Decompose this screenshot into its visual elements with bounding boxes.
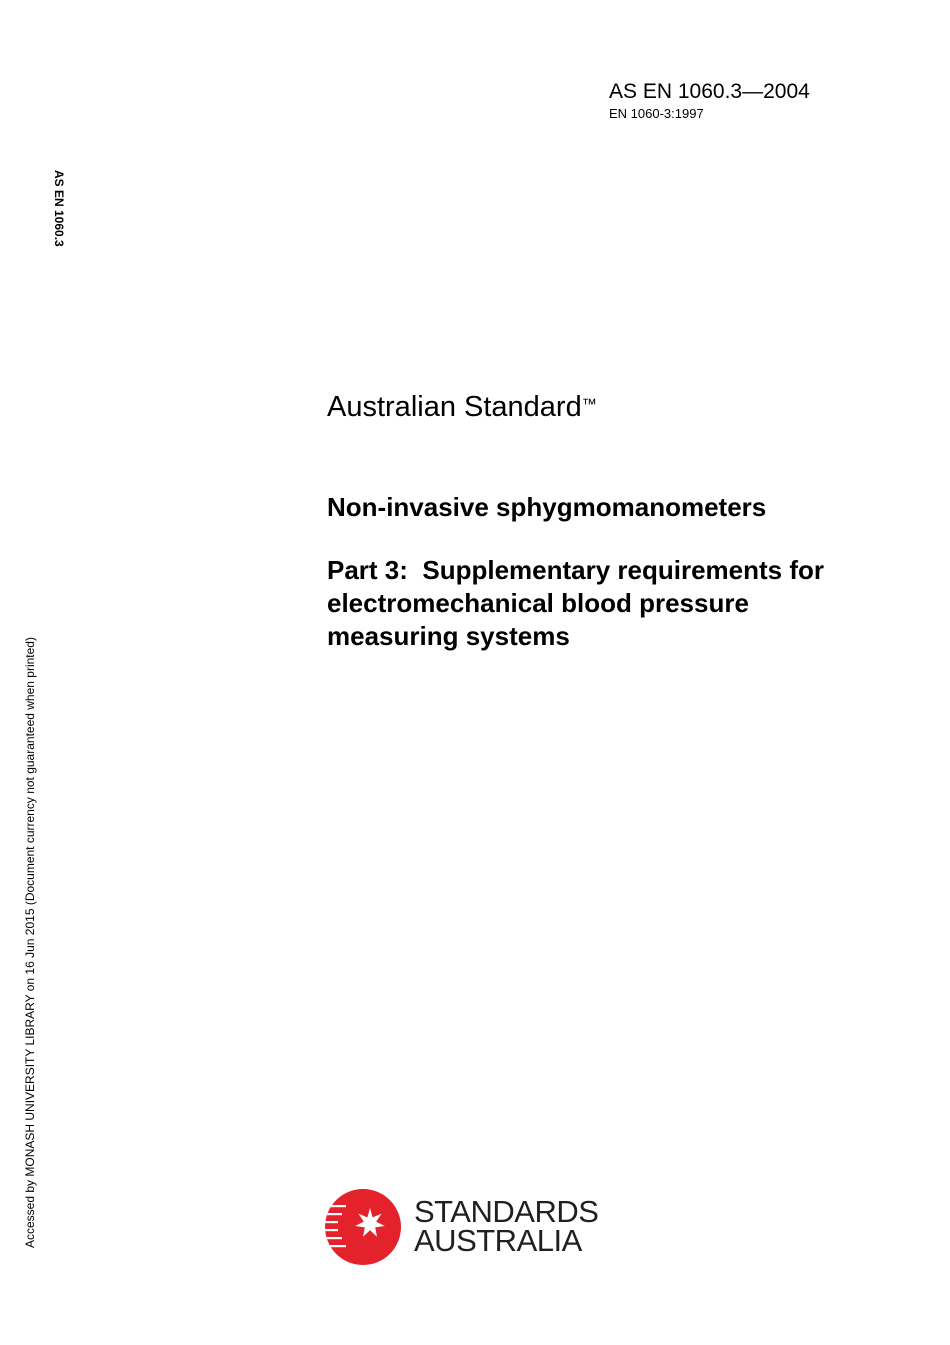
document-title: Non-invasive sphygmomanometers <box>327 492 767 522</box>
standards-australia-star-icon <box>324 1188 402 1266</box>
trademark-mark: ™ <box>581 396 597 413</box>
part-title-line: measuring systems <box>327 621 570 651</box>
logo-line-australia: AUSTRALIA <box>414 1223 582 1258</box>
part-title-line: Part 3: Supplementary requirements for <box>327 555 825 585</box>
series-name-text: Australian Standard <box>327 391 582 423</box>
part-title <box>327 554 927 653</box>
en-standard-number: EN 1060-3:1997 <box>609 106 704 121</box>
logo-wordmark <box>414 1194 599 1258</box>
series-name <box>327 390 597 424</box>
logo-line-standards: STANDARDS <box>414 1194 599 1229</box>
access-note: Accessed by MONASH UNIVERSITY LIBRARY on 16 Jun 2015 (Document currency not guaranteed when printed) <box>23 637 37 1248</box>
standards-australia-logo <box>324 1188 604 1268</box>
spine-label: AS EN 1060.3 <box>52 170 66 247</box>
standard-number: AS EN 1060.3—2004 <box>609 80 810 103</box>
part-title-line: electromechanical blood pressure <box>327 588 749 618</box>
